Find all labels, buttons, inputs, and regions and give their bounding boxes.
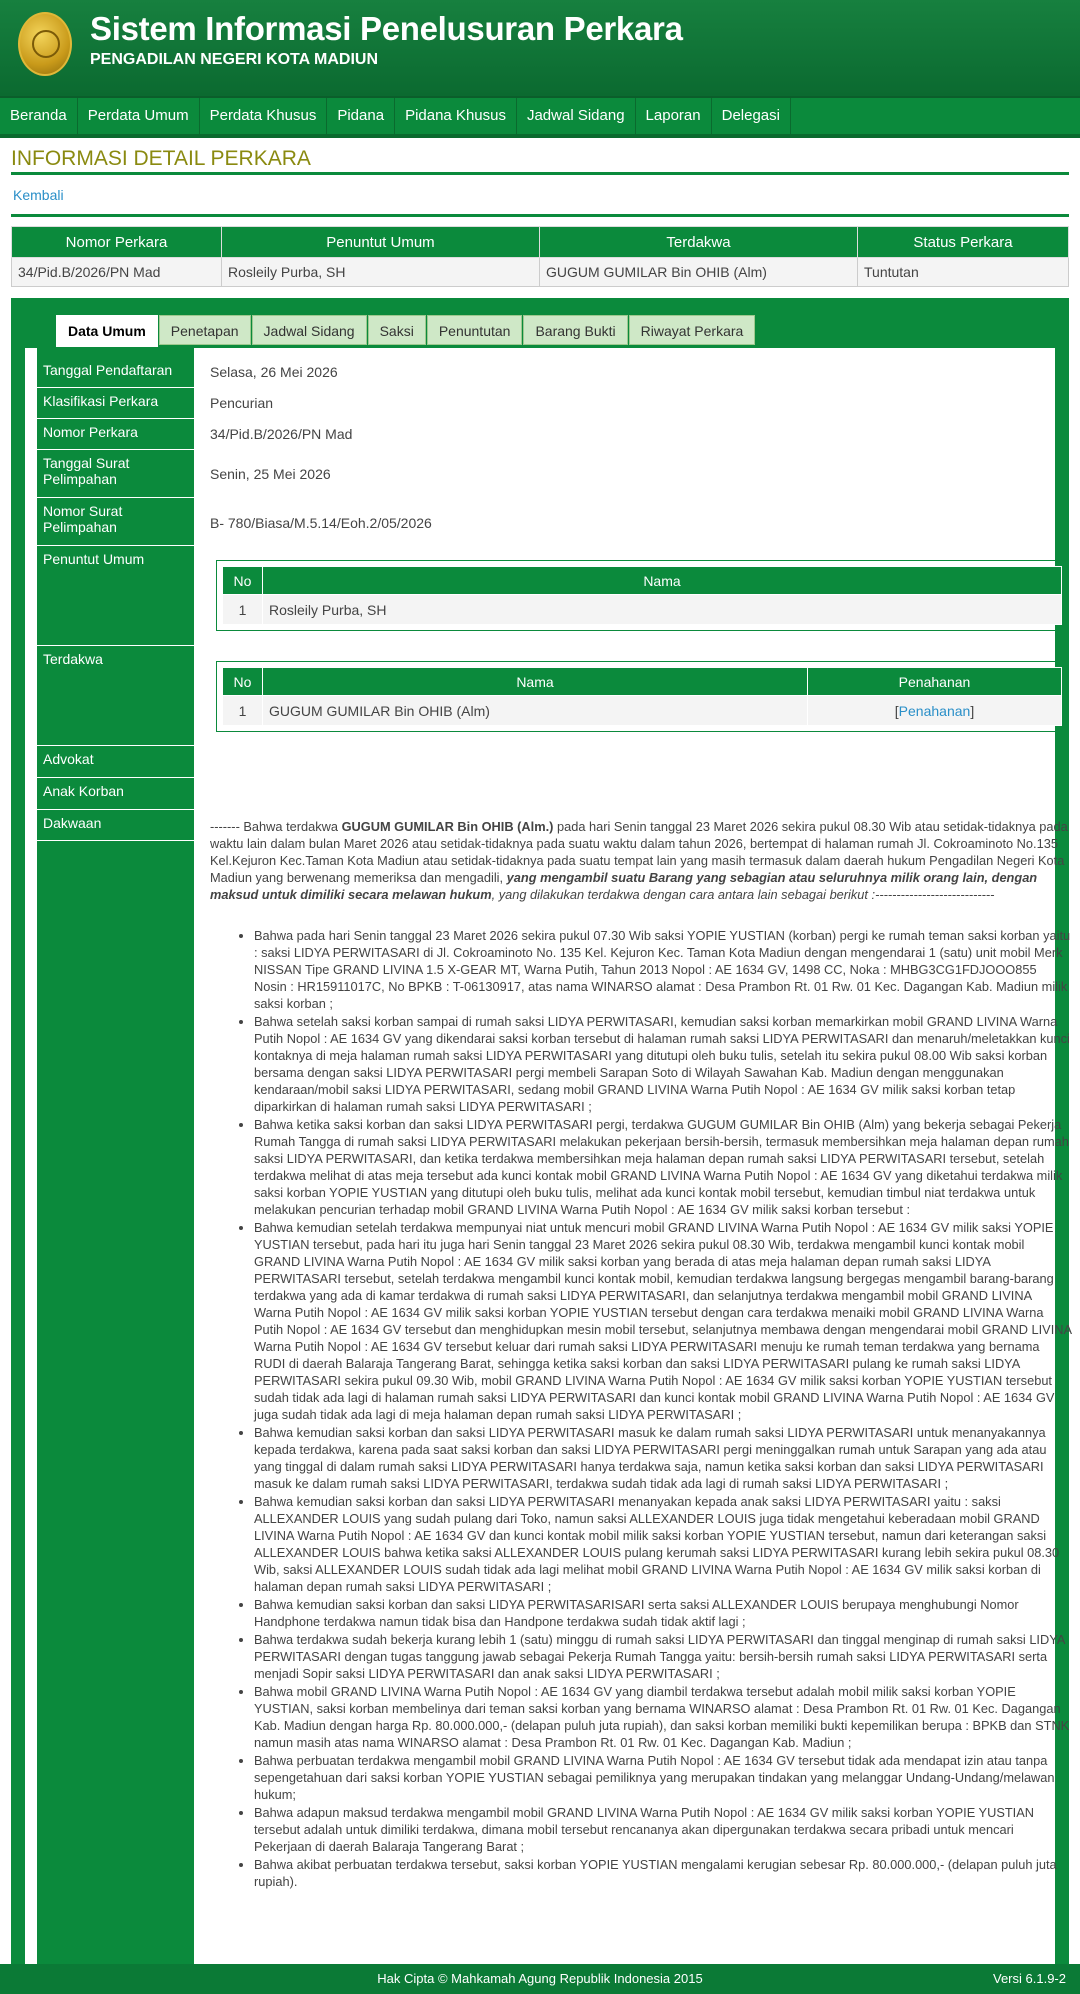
list-item: • Bahwa setelah saksi korban sampai di rumah saksi LIDYA PERWITASARI, kemudian saksi korban memarkirkan mobil GRAND LIVINA Warna Putih Nopol : AE 1634 GV yang dikendarai saksi korban tersebut di halaman rumah saksi LIDYA PERWITASARI dan menaruh/meletakkan kunci kontaknya di meja halaman rumah saksi LIDYA PERWITASARI yang ditutupi oleh buku tulis, setelah itu sekira pukul 08.00 Wib saksi korban bersama dengan saksi LIDYA PERWITASARI pergi membeli Sarapan Soto di Wilayah Sawahan Kab. Madiun dengan menggunakan kendaraan/mobil saksi LIDYA PERWITASARI, sedang mobil GRAND LIVINA Warna Putih Nopol : AE 1634 GV milik saksi korban tetap diparkirkan di halaman rumah saksi LIDYA PERWITASARI ; [254,1013,1072,1115]
terdakwa-header-nama: Nama [263,668,808,696]
page-title: INFORMASI DETAIL PERKARA [11,147,311,170]
label-terdakwa: Terdakwa [37,647,194,746]
terdakwa-table-box [216,661,1068,732]
tab-barang-bukti[interactable]: Barang Bukti [523,315,627,345]
page-footer [0,1964,1080,1994]
app-subtitle: PENGADILAN NEGERI KOTA MADIUN [90,51,378,68]
divider [11,172,1069,175]
back-link[interactable]: Kembali [13,187,64,203]
bracket-open: [ [894,702,899,719]
app-header [0,0,1080,96]
case-summary-table [11,226,1069,287]
label-klasifikasi: Klasifikasi Perkara [37,389,194,419]
footer-copyright: Hak Cipta © Mahkamah Agung Republik Indonesia 2015 [377,1971,703,1986]
summary-header-penuntut: Penuntut Umum [222,227,540,258]
divider [11,214,1069,217]
table-row [12,258,1069,287]
list-item: • Bahwa kemudian setelah terdakwa mempunyai niat untuk mencuri mobil GRAND LIVINA Warna Putih Nopol : AE 1634 GV milik saksi YOPIE YUSTIAN tersebut, pada hari itu juga hari Senin tanggal 23 Maret 2026 sekira pukul 08.30 Wib, terdakwa mengambil kunci kontak mobil GRAND LIVINA Warna Putih Nopol : AE 1634 GV milik saksi korban yang berada di atas meja halaman depan rumah saksi LIDYA PERWITASARI tersebut, setelah terdakwa mengambil kunci kontak mobil, kemudian terdakwa langsung bergegas mengambil barang-barang terdakwa yang ada di kamar terdakwa di rumah saksi LIDYA PERWITASARI, dan selanjutnya terdakwa mengambil mobil GRAND LIVINA Warna Putih Nopol : AE 1634 GV milik saksi korban YOPIE YUSTIAN tersebut dengan cara terdakwa menaiki mobil GRAND LIVINA Warna Putih Nopol : AE 1634 GV tersebut dan menghidupkan mesin mobil tersebut, selanjutnya membawa dengan mengendarai mobil GRAND LIVINA Warna Putih Nopol : AE 1634 GV tersebut keluar dari rumah saksi LIDYA PERWITASARI menuju ke rumah teman terdakwa yang bernama RUDI di daerah Balaraja Tangerang Barat, sehingga ketika saksi korban dan saksi LIDYA PERWITASARI pulang ke rumah saksi LIDYA PERWITASARI sekira pukul 09.30 Wib, mobil GRAND LIVINA Warna Putih Nopol : AE 1634 GV milik saksi korban YOPIE YUSTIAN tersebut sudah tidak ada lagi di halaman rumah saksi LIDYA PERWITASARI dan kunci kontak mobil GRAND LIVINA Warna Putih Nopol : AE 1634 GV juga sudah tidak ada lagi di meja halaman depan rumah saksi LIDYA PERWITASARI ; [254,1219,1072,1423]
label-tanggal-pendaftaran: Tanggal Pendaftaran [37,358,194,388]
summary-terdakwa: GUGUM GUMILAR Bin OHIB (Alm) [540,258,858,287]
list-item: • Bahwa adapun maksud terdakwa mengambil mobil GRAND LIVINA Warna Putih Nopol : AE 1634 GV milik saksi korban YOPIE YUSTIAN tersebut adalah untuk dimiliki terdakwa, dimana mobil tersebut rencananya akan dipergunakan terdakwa secara pribadi untuk mencari Pekerjaan di daerah Balaraja Tangerang Barat ; [254,1804,1072,1855]
penuntut-table [222,566,1062,625]
label-advokat: Advokat [37,747,194,778]
summary-penuntut: Rosleily Purba, SH [222,258,540,287]
penuntut-nama: Rosleily Purba, SH [263,595,1062,625]
list-item: • Bahwa kemudian saksi korban dan saksi LIDYA PERWITASARI menanyakan kepada anak saksi LIDYA PERWITASARI yaitu : saksi ALLEXANDER LOUIS yang sudah pulang dari Toko, namun saksi ALLEXANDER LOUIS juga tidak mengetahui keberadaan mobil GRAND LIVINA Warna Putih Nopol : AE 1634 GV dan kunci kontak mobil milik saksi korban YOPIE YUSTIAN tersebut, namun dari keterangan saksi ALLEXANDER LOUIS bahwa ketika saksi ALLEXANDER LOUIS pulang kerumah saksi LIDYA PERWITASARI kurang lebih sekira pukul 08.30 Wib, saksi ALLEXANDER LOUIS sudah tidak ada lagi melihat mobil GRAND LIVINA Warna Putih Nopol : AE 1634 GV milik saksi korban di halaman depan rumah saksi LIDYA PERWITASARI ; [254,1493,1072,1595]
value-klasifikasi: Pencurian [210,395,274,411]
value-tanggal-pendaftaran: Selasa, 26 Mei 2026 [210,364,338,380]
tab-jadwal-sidang[interactable]: Jadwal Sidang [252,315,367,345]
list-item: • Bahwa pada hari Senin tanggal 23 Maret 2026 sekira pukul 07.30 Wib saksi YOPIE YUSTIAN (korban) pergi ke rumah teman saksi korban yaitu : saksi LIDYA PERWITASARI di Jl. Cokroaminoto No. 135 Kel. Kejuron Kec. Taman Kota Madiun dengan mengendarai 1 (satu) unit mobil Merk NISSAN Tipe GRAND LIVINA 1.5 X-GEAR MT, Warna Putih, Tahun 2013 Nopol : AE 1634 GV, 1498 CC, Noka : MHBG3CG1FDJOOO855 Nosin : HR15911017C, No BPKB : T-06130917, atas nama WINARSO alamat : Desa Prambon Rt. 01 Rw. 01 Kec. Dagangan Kab. Madiun milik saksi korban ; [254,927,1072,1012]
nav-jadwal-sidang[interactable]: Jadwal Sidang [517,98,636,134]
terdakwa-table [222,667,1062,726]
nav-delegasi[interactable]: Delegasi [712,98,791,134]
list-item: • Bahwa akibat perbuatan terdakwa tersebut, saksi korban YOPIE YUSTIAN mengalami kerugian sebesar Rp. 80.000.000,- (delapan puluh juta rupiah). [254,1856,1072,1890]
list-item: • Bahwa mobil GRAND LIVINA Warna Putih Nopol : AE 1634 GV yang diambil terdakwa tersebut adalah mobil milik saksi korban YOPIE YUSTIAN, saksi korban membelinya dari teman saksi korban yang bernama WINARSO alamat : Desa Prambon Rt. 01 Rw. 01 Kec. Dagangan Kab. Madiun dengan harga Rp. 80.000.000,- (delapan puluh juta rupiah), dan saksi korban memiliki bukti kepemilikan berupa : BPKB dan STNK namun masih atas nama WINARSO alamat : Desa Prambon Rt. 01 Rw. 01 Kec. Dagangan Kab. Madiun ; [254,1683,1072,1751]
nav-pidana-khusus[interactable]: Pidana Khusus [395,98,517,134]
list-item: • Bahwa ketika saksi korban dan saksi LIDYA PERWITASARI pergi, terdakwa GUGUM GUMILAR Bin OHIB (Alm) yang bekerja sebagai Pekerja Rumah Tangga di rumah saksi LIDYA PERWITASARI melakukan pekerjaan bersih-bersih, termasuk membersihkan meja halaman depan rumah saksi LIDYA PERWITASARI, dan ketika terdakwa membersihkan meja halaman depan rumah saksi LIDYA PERWITASARI tersebut, setelah terdakwa melihat di atas meja tersebut ada kunci kontak mobil GRAND LIVINA Warna Putih Nopol : AE 1634 GV yang diketahui terdakwa milik saksi korban YOPIE YUSTIAN yang ditutupi oleh buku tulis, melihat ada kunci kontak mobil tersebut, kemudian timbul niat terdakwa untuk melakukan pencurian terhadap mobil GRAND LIVINA Warna Putih Nopol : AE 1634 GV milik saksi korban tersebut : [254,1116,1072,1218]
court-logo-icon [18,12,72,76]
tab-saksi[interactable]: Saksi [368,315,426,345]
main-navbar [0,96,1080,138]
app-title: Sistem Informasi Penelusuran Perkara [90,10,683,47]
list-item: • Bahwa kemudian saksi korban dan saksi LIDYA PERWITASARISARI serta saksi ALLEXANDER LOUIS berupaya menghubungi Nomor Handphone terdakwa namun tidak bisa dan Handpone terdakwa sudah tidak aktif lagi ; [254,1596,1072,1630]
table-row [223,595,1062,625]
terdakwa-header-no: No [223,668,263,696]
list-item: • Bahwa terdakwa sudah bekerja kurang lebih 1 (satu) minggu di rumah saksi LIDYA PERWITASARI dan tinggal menginap di rumah saksi LIDYA PERWITASARI dengan tugas tanggung jawab sebagai Pekerja Rumah Tangga yaitu: bersih-bersih rumah saksi LIDYA PERWITASARI serta menjadi Sopir saksi LIDYA PERWITASARI dan anak saksi LIDYA PERWITASARI ; [254,1631,1072,1682]
summary-header-nomor: Nomor Perkara [12,227,222,258]
bracket-close: ] [970,702,975,719]
penuntut-header-nama: Nama [263,567,1062,595]
value-tanggal-surat: Senin, 25 Mei 2026 [210,466,331,482]
tab-penuntutan[interactable]: Penuntutan [427,315,523,345]
nav-perdata-umum[interactable]: Perdata Umum [78,98,200,134]
nav-beranda[interactable]: Beranda [0,98,78,134]
terdakwa-header-penahanan: Penahanan [808,668,1062,696]
label-tanggal-surat: Tanggal Surat Pelimpahan [37,451,194,498]
footer-version: Versi 6.1.9-2 [993,1971,1066,1986]
penuntut-header-no: No [223,567,263,595]
tab-riwayat-perkara[interactable]: Riwayat Perkara [629,315,756,345]
penahanan-link[interactable]: Penahanan [898,702,971,719]
summary-nomor: 34/Pid.B/2026/PN Mad [12,258,222,287]
value-nomor-surat: B- 780/Biasa/M.5.14/Eoh.2/05/2026 [210,515,432,531]
label-dakwaan: Dakwaan [37,811,194,841]
summary-header-terdakwa: Terdakwa [540,227,858,258]
label-nomor-perkara: Nomor Perkara [37,420,194,450]
nav-perdata-khusus[interactable]: Perdata Khusus [200,98,328,134]
tab-data-umum[interactable]: Data Umum [56,315,158,347]
value-nomor-perkara: 34/Pid.B/2026/PN Mad [210,426,353,442]
tab-penetapan[interactable]: Penetapan [159,315,251,345]
detail-tabs [56,315,756,345]
dakwaan-text [210,818,1072,1891]
detail-panel [11,298,1072,1964]
label-nomor-surat: Nomor Surat Pelimpahan [37,499,194,546]
nav-pidana[interactable]: Pidana [327,98,395,134]
table-row [223,696,1062,726]
list-item: • Bahwa kemudian saksi korban dan saksi LIDYA PERWITASARI masuk ke dalam rumah saksi LIDYA PERWITASARI untuk menanyakannya kepada terdakwa, karena pada saat saksi korban dan saksi LIDYA PERWITASARI pergi meninggalkan rumah untuk Sarapan yang ada atau yang tinggal di dalam rumah saksi LIDYA PERWITASARI hanya terdakwa saja, namun ketika saksi korban dan saksi LIDYA PERWITASARI masuk ke dalam rumah saksi LIDYA PERWITASARI, terdakwa sudah tidak ada lagi di rumah saksi LIDYA PERWITASARI ; [254,1424,1072,1492]
label-anak-korban: Anak Korban [37,779,194,810]
penuntut-table-box [216,560,1068,631]
penuntut-no: 1 [223,595,263,625]
dakwaan-list [210,927,1072,1890]
terdakwa-penahanan-cell [808,696,1062,726]
summary-header-status: Status Perkara [858,227,1069,258]
terdakwa-no: 1 [223,696,263,726]
list-item: • Bahwa perbuatan terdakwa mengambil mobil GRAND LIVINA Warna Putih Nopol : AE 1634 GV tersebut tidak ada mendapat izin atau tanpa sepengetahuan dari saksi korban YOPIE YUSTIAN sebagai pemiliknya yang merupakan tindakan yang melanggar Undang-Undang/melawan hukum; [254,1752,1072,1803]
dakwaan-intro: ------- Bahwa terdakwa GUGUM GUMILAR Bin OHIB (Alm.) pada hari Senin tanggal 23 Maret 2026 sekira pukul 08.30 Wib atau setidak-tidaknya pada waktu lain dalam bulan Maret 2026 atau setidak-tidaknya pada suatu waktu dalam tahun 2026, bertempat di halaman rumah Jl. Cokroaminoto No.135 Kel.Kejuron Kec.Taman Kota Madiun atau setidak-tidaknya pada suatu tempat lain yang masih termasuk dalam daerah hukum Pengadilan Negeri Kota Madiun yang berwenang memeriksa dan mengadili, yang mengambil suatu Barang yang sebagian atau seluruhnya milik orang lain, dengan maksud untuk dimiliki secara melawan hukum, yang dilakukan terdakwa dengan cara antara lain sebagai berikut :---------------------------- [210,819,1068,902]
tab-content-data-umum [24,347,1072,1964]
terdakwa-nama: GUGUM GUMILAR Bin OHIB (Alm) [263,696,808,726]
label-penuntut-umum: Penuntut Umum [37,547,194,646]
summary-status: Tuntutan [858,258,1069,287]
nav-laporan[interactable]: Laporan [636,98,712,134]
